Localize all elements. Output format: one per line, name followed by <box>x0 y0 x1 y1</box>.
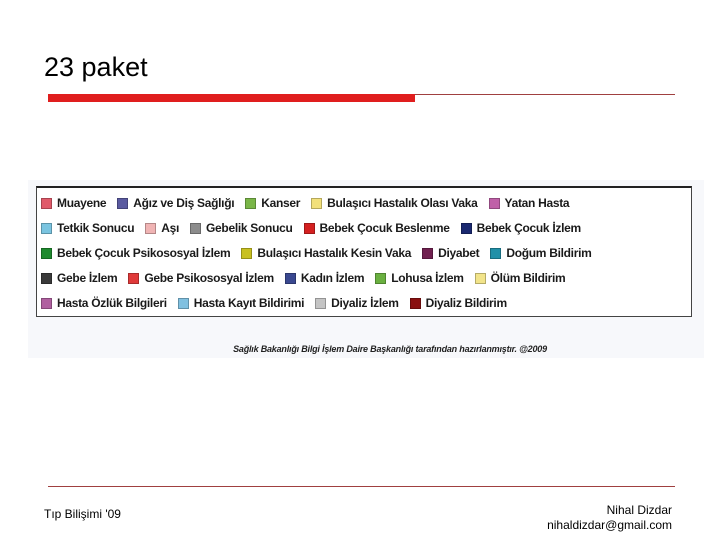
footer-course: Tıp Bilişimi '09 <box>44 507 121 521</box>
legend-label: Ölüm Bildirim <box>490 271 566 285</box>
legend-label: Diyaliz İzlem <box>331 296 399 310</box>
legend-swatch <box>41 273 52 284</box>
legend-item <box>117 196 234 210</box>
title-underline <box>415 94 675 95</box>
title-accent-bar <box>48 94 415 102</box>
legend-item <box>41 246 230 260</box>
legend-swatch <box>117 198 128 209</box>
legend-item <box>304 221 450 235</box>
legend-item <box>178 296 304 310</box>
legend-label: Gebe Psikososyal İzlem <box>144 271 274 285</box>
legend-item <box>128 271 273 285</box>
legend-label: Kadın İzlem <box>300 271 365 285</box>
legend-item <box>145 221 179 235</box>
legend-swatch <box>375 273 386 284</box>
legend-row-2 <box>41 220 592 236</box>
legend-item <box>490 246 591 260</box>
legend-swatch <box>285 273 296 284</box>
legend-label: Muayene <box>57 196 107 210</box>
legend-item <box>41 221 134 235</box>
legend-item <box>475 271 566 285</box>
legend-item <box>41 196 106 210</box>
legend-item <box>285 271 364 285</box>
legend-swatch <box>241 248 252 259</box>
legend-label: Diyaliz Bildirim <box>425 296 507 310</box>
legend-item <box>245 196 300 210</box>
legend-item <box>315 296 398 310</box>
legend-item <box>375 271 463 285</box>
legend-swatch <box>41 223 52 234</box>
legend-swatch <box>311 198 322 209</box>
legend-swatch <box>304 223 315 234</box>
footer-email: nihaldizdar@gmail.com <box>547 518 672 532</box>
legend-item <box>311 196 477 210</box>
legend-label: Lohusa İzlem <box>391 271 464 285</box>
legend-label: Kanser <box>261 196 301 210</box>
slide-title: 23 paket <box>44 52 148 82</box>
legend-item <box>461 221 581 235</box>
legend-swatch <box>422 248 433 259</box>
legend-row-3 <box>41 245 602 261</box>
legend-item <box>190 221 293 235</box>
legend-label: Yatan Hasta <box>504 196 570 210</box>
legend-swatch <box>315 298 326 309</box>
legend-row-5 <box>41 295 518 311</box>
legend-label: Bulaşıcı Hastalık Kesin Vaka <box>257 246 412 260</box>
legend-item <box>41 296 167 310</box>
footer-author-block <box>547 503 672 533</box>
legend-label: Gebe İzlem <box>57 271 118 285</box>
legend-label: Tetkik Sonucu <box>57 221 135 235</box>
legend-label: Gebelik Sonucu <box>206 221 293 235</box>
legend-label: Bebek Çocuk Beslenme <box>319 221 450 235</box>
legend-label: Bulaşıcı Hastalık Olası Vaka <box>327 196 478 210</box>
legend-swatch <box>475 273 486 284</box>
legend-item <box>489 196 570 210</box>
legend-swatch <box>461 223 472 234</box>
legend-swatch <box>178 298 189 309</box>
legend-item <box>241 246 411 260</box>
legend-label: Diyabet <box>438 246 480 260</box>
legend-swatch <box>410 298 421 309</box>
legend-swatch <box>145 223 156 234</box>
legend-swatch <box>190 223 201 234</box>
legend-swatch <box>490 248 501 259</box>
legend-label: Aşı <box>161 221 180 235</box>
legend-swatch <box>489 198 500 209</box>
legend-swatch <box>245 198 256 209</box>
legend-label: Ağız ve Diş Sağlığı <box>133 196 235 210</box>
legend-label: Bebek Çocuk İzlem <box>476 221 581 235</box>
package-legend <box>36 186 692 317</box>
credit-line: Sağlık Bakanlığı Bilgi İşlem Daire Başkanlığı tarafından hazırlanmıştır. @2009 <box>233 344 547 354</box>
legend-swatch <box>41 298 52 309</box>
legend-item <box>422 246 479 260</box>
legend-swatch <box>128 273 139 284</box>
legend-swatch <box>41 248 52 259</box>
legend-swatch <box>41 198 52 209</box>
legend-item <box>41 271 117 285</box>
legend-label: Hasta Kayıt Bildirimi <box>193 296 305 310</box>
footer-divider <box>48 486 675 487</box>
legend-label: Doğum Bildirim <box>506 246 592 260</box>
legend-row-4 <box>41 270 576 286</box>
legend-row-1 <box>41 195 580 211</box>
legend-item <box>410 296 507 310</box>
footer-author: Nihal Dizdar <box>606 503 672 517</box>
legend-label: Bebek Çocuk Psikososyal İzlem <box>57 246 231 260</box>
legend-label: Hasta Özlük Bilgileri <box>57 296 167 310</box>
